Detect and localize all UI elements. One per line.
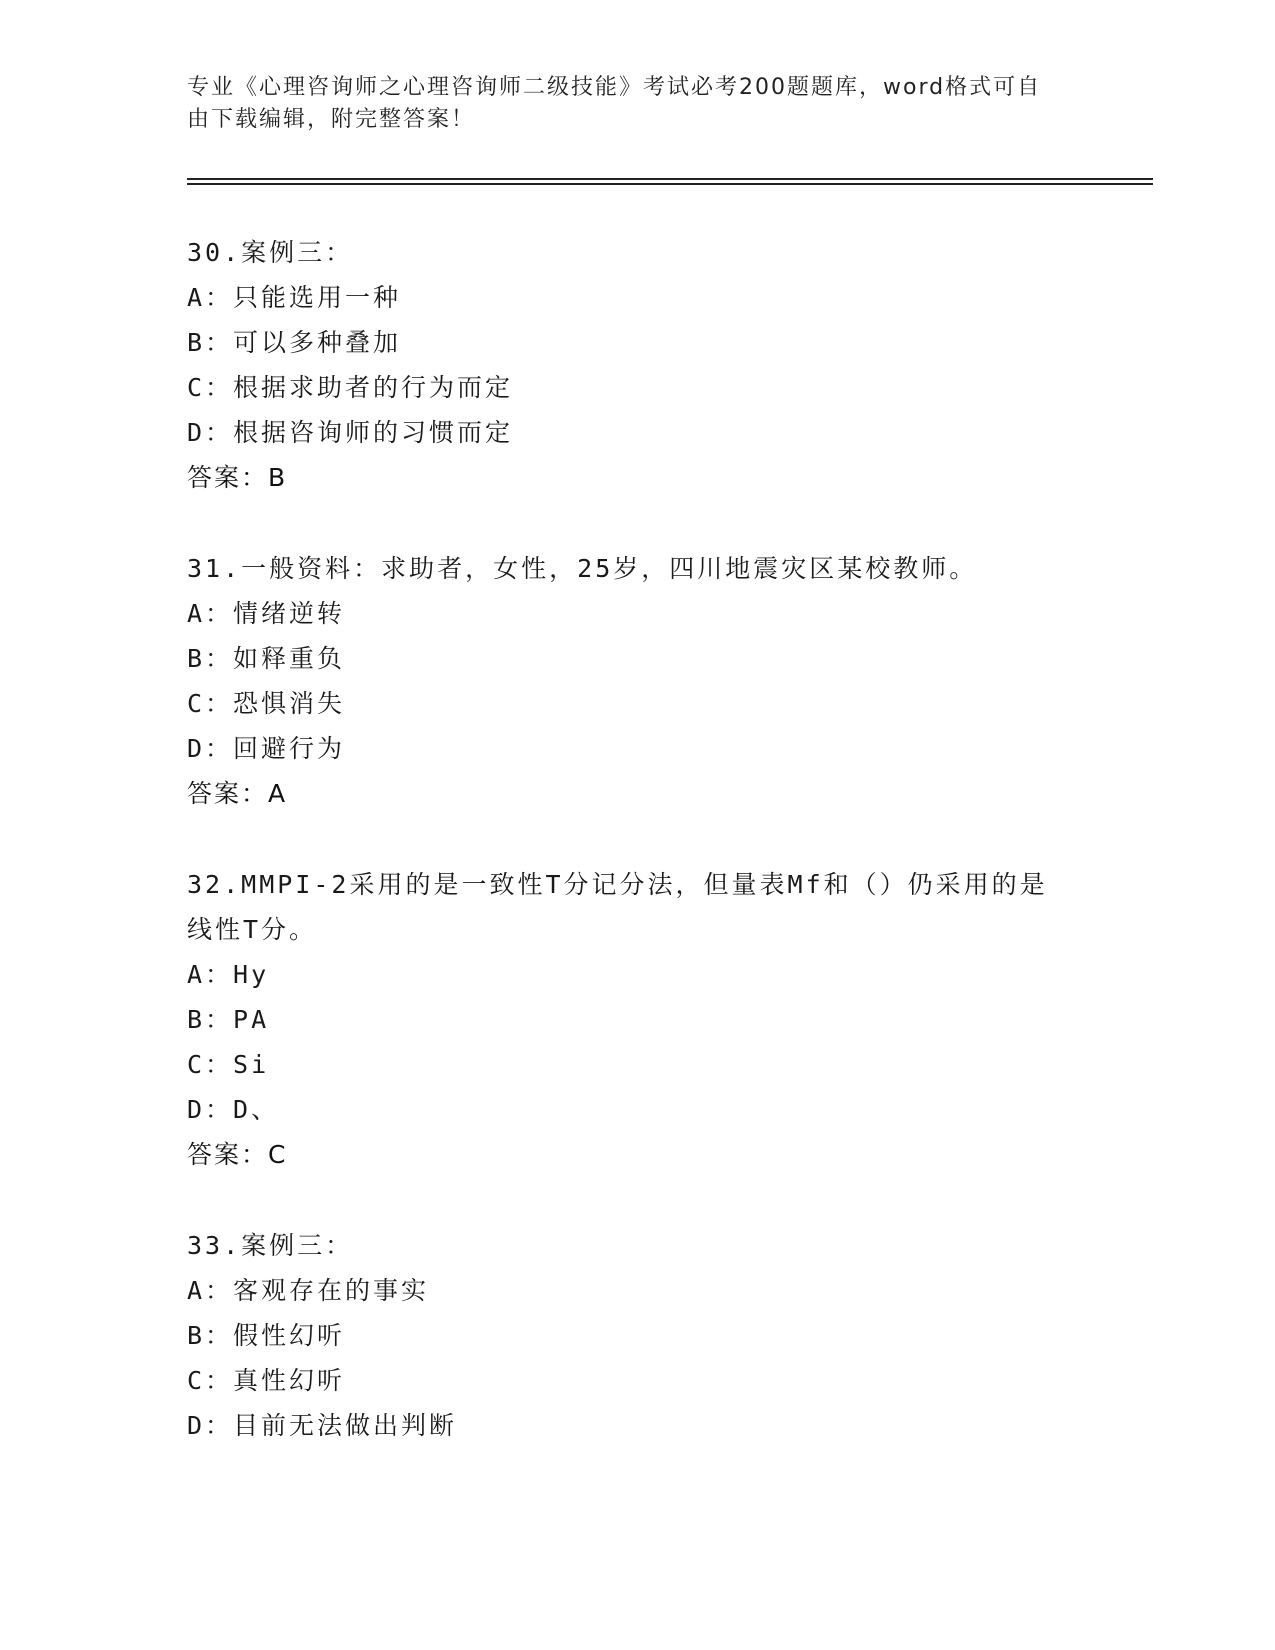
- question-33-stem: 33.案例三：: [187, 1231, 354, 1260]
- question-33-option-d: D：目前无法做出判断: [187, 1411, 458, 1440]
- question-32-option-b: B：PA: [187, 1005, 270, 1034]
- question-31-option-c: C：恐惧消失: [187, 689, 346, 718]
- question-31-answer: 答案：A: [187, 779, 288, 808]
- question-32-stem: 32.MMPI-2采用的是一致性T分记分法，但量表Mf和（）仍采用的是: [187, 870, 1048, 899]
- question-33-option-b: B：假性幻听: [187, 1321, 346, 1350]
- question-30-answer: 答案：B: [187, 463, 288, 492]
- question-32-answer: 答案：C: [187, 1140, 288, 1169]
- question-32-option-d: D：D、: [187, 1095, 280, 1124]
- question-30-stem: 30.案例三：: [187, 238, 354, 267]
- question-33-option-c: C：真性幻听: [187, 1366, 346, 1395]
- question-33-option-a: A：客观存在的事实: [187, 1276, 430, 1305]
- question-31-option-a: A：情绪逆转: [187, 599, 346, 628]
- question-30-option-d: D：根据咨询师的习惯而定: [187, 418, 514, 447]
- header-divider-top: [187, 178, 1153, 180]
- header-divider-bottom: [187, 183, 1153, 185]
- question-32-option-c: C：Si: [187, 1050, 270, 1079]
- question-30-option-b: B：可以多种叠加: [187, 328, 402, 357]
- header-line-2: 由下载编辑，附完整答案！: [187, 107, 476, 132]
- header-line-1: 专业《心理咨询师之心理咨询师二级技能》考试必考200题题库，word格式可自: [187, 75, 1042, 100]
- question-30-option-c: C：根据求助者的行为而定: [187, 373, 514, 402]
- question-31-option-b: B：如释重负: [187, 644, 346, 673]
- question-32-option-a: A：Hy: [187, 960, 270, 989]
- question-31-option-d: D：回避行为: [187, 734, 346, 763]
- question-31-stem: 31.一般资料：求助者，女性，25岁，四川地震灾区某校教师。: [187, 554, 978, 583]
- question-30-option-a: A：只能选用一种: [187, 283, 402, 312]
- question-32-stem-continued: 线性T分。: [187, 915, 318, 944]
- document-header: [187, 72, 1067, 136]
